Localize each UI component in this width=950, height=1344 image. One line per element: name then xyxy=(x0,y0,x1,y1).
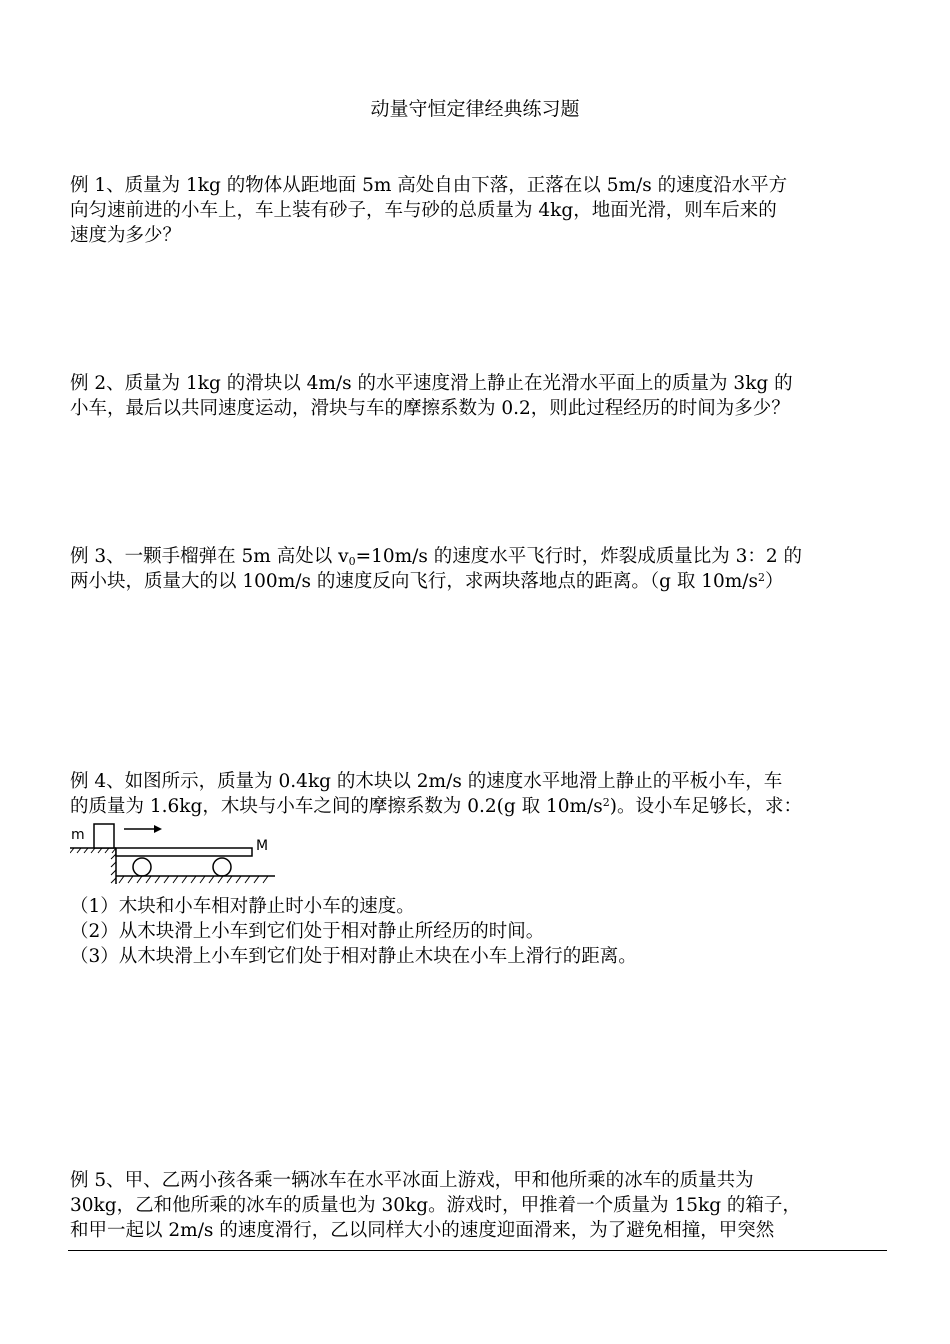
document-title: 动量守恒定律经典练习题 xyxy=(370,98,580,120)
question-item: （2）从木块滑上小车到它们处于相对静止所经历的时间。 xyxy=(70,921,545,942)
example-3-text: 两小块，质量大的以 100m/s 的速度反向飞行，求两块落地点的距离。（g 取 10m/s xyxy=(70,571,759,592)
example-3-line xyxy=(70,544,886,569)
example-2 xyxy=(70,371,886,421)
example-5 xyxy=(70,1168,886,1243)
question-item: （1）木块和小车相对静止时小车的速度。 xyxy=(70,896,415,917)
example-3-line xyxy=(70,569,886,594)
example-2-line: 例 2、质量为 1kg 的滑块以 4m/s 的水平速度滑上静止在光滑水平面上的质量为 3kg 的 xyxy=(70,373,793,394)
example-1-line: 向匀速前进的小车上，车上装有砂子，车与砂的总质量为 4kg，地面光滑，则车后来的 xyxy=(70,200,777,221)
example-3-text: =10m/s 的速度水平飞行时，炸裂成质量比为 3：2 的 xyxy=(355,546,803,567)
example-5-line: 30kg，乙和他所乘的冰车的质量也为 30kg。游戏时，甲推着一个质量为 15kg 的箱子， xyxy=(70,1195,801,1216)
example-1 xyxy=(70,173,886,248)
subscript: 0 xyxy=(348,555,356,568)
example-3 xyxy=(70,544,886,594)
example-5-line: 例 5、甲、乙两小孩各乘一辆冰车在水平冰面上游戏，甲和他所乘的冰车的质量共为 xyxy=(70,1170,754,1191)
question-item: （3）从木块滑上小车到它们处于相对静止木块在小车上滑行的距离。 xyxy=(70,946,637,967)
example-4-line xyxy=(70,794,886,819)
label-m: m xyxy=(71,827,85,843)
example-4 xyxy=(70,769,886,819)
cart-wheel-left xyxy=(133,858,151,876)
cart-wheel-right xyxy=(213,858,231,876)
block-on-cart-diagram xyxy=(70,818,280,890)
example-2-line: 小车，最后以共同速度运动，滑块与车的摩擦系数为 0.2，则此过程经历的时间为多少？ xyxy=(70,398,790,419)
cart-plank xyxy=(116,848,252,856)
block-m xyxy=(94,824,114,848)
ground-hatching xyxy=(119,876,268,883)
example-1-line: 速度为多少？ xyxy=(70,225,182,246)
arrow-head xyxy=(154,825,162,833)
example-4-text: 的质量为 1.6kg，木块与小车之间的摩擦系数为 0.2(g 取 10m/s xyxy=(70,796,603,817)
example-4-questions xyxy=(70,894,886,969)
example-3-text: ） xyxy=(765,571,784,592)
footer-rule xyxy=(68,1250,887,1251)
example-3-text: 例 3、一颗手榴弹在 5m 高处以 v xyxy=(70,546,349,567)
example-1-line: 例 1、质量为 1kg 的物体从距地面 5m 高处自由下落，正落在以 5m/s 的速度沿水平方 xyxy=(70,175,788,196)
example-4-line: 例 4、如图所示，质量为 0.4kg 的木块以 2m/s 的速度水平地滑上静止的平板小车，车 xyxy=(70,771,783,792)
superscript: 2 xyxy=(758,571,766,584)
example-5-line: 和甲一起以 2m/s 的速度滑行，乙以同样大小的速度迎面滑来，为了避免相撞，甲突然 xyxy=(70,1220,775,1241)
superscript: 2 xyxy=(602,796,610,809)
example-4-text: )。设小车足够长，求： xyxy=(609,796,803,817)
label-M: M xyxy=(256,838,269,854)
